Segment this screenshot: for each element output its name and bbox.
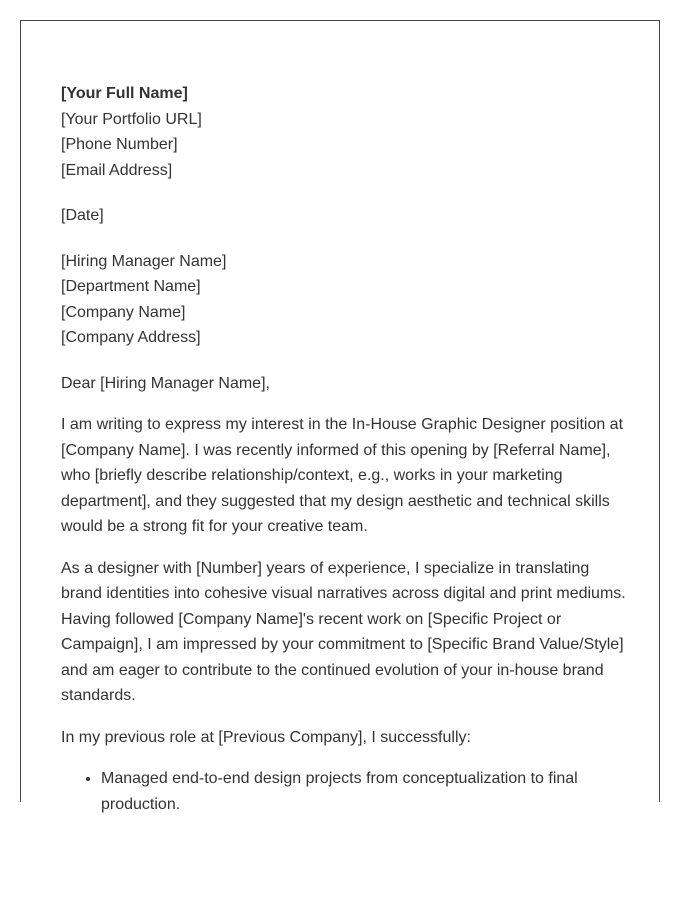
sender-full-name: [Your Full Name] (61, 85, 188, 102)
sender-block (61, 81, 626, 183)
achievement-item: • Managed end-to-end design projects from conceptualization to final production. (101, 766, 626, 817)
achievements-list (61, 766, 626, 817)
recipient-block (61, 249, 626, 351)
recipient-department: [Department Name] (61, 278, 201, 295)
recipient-hiring-manager: [Hiring Manager Name] (61, 252, 227, 270)
salutation: Dear [Hiring Manager Name], (61, 374, 270, 392)
recipient-address: [Company Address] (61, 329, 201, 346)
letter-date: [Date] (61, 207, 104, 224)
letter-content (61, 81, 626, 817)
date-block (61, 203, 626, 229)
letter-page (20, 20, 660, 813)
sender-portfolio-url: [Your Portfolio URL] (61, 110, 202, 128)
salutation-block (61, 371, 626, 397)
recipient-company: [Company Name] (61, 303, 186, 321)
sender-phone: [Phone Number] (61, 136, 178, 153)
body-paragraph-1: I am writing to express my interest in the In-House Graphic Designer position at [Company Name]. I was recently informed of this opening by [Referral Name], who [briefly describe relationship/context, e.g., works in your marketing department], and they suggested that my design aesthetic and technical skills would be a strong fit for your creative team. (61, 416, 624, 535)
sender-email: [Email Address] (61, 161, 173, 179)
body-paragraph-3: In my previous role at [Previous Company], I successfully: (61, 728, 471, 746)
body-paragraph-2: As a designer with [Number] years of experience, I specialize in translating brand identities into cohesive visual narratives across digital and print mediums. Having followed [Company Name]'s recent work on [Specific Project or Campaign], I am impressed by your commitment to [Specific Brand Value/Style] and am eager to contribute to the continued evolution of your in-house brand standards. (61, 559, 626, 704)
